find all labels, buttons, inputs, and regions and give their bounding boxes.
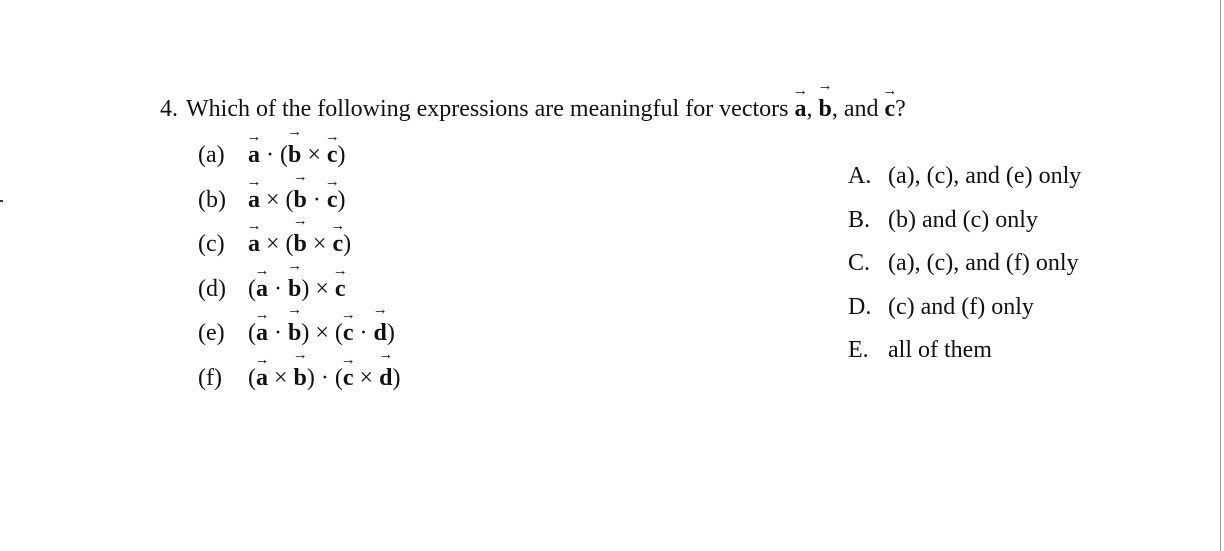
answer-text: (a), (c), and (e) only: [888, 163, 1082, 189]
question-comma: ,: [831, 96, 838, 122]
expression: (→ a · → b) × (→ c · → d): [248, 316, 395, 350]
expression-label: (f): [198, 364, 222, 391]
expression: → a × (→ b · → c): [248, 183, 346, 217]
answer-letter: E.: [848, 337, 869, 363]
vector-b: → b: [818, 97, 831, 121]
answer-choices: [848, 159, 1081, 377]
margin-mark: [0, 200, 3, 202]
question-and: and: [843, 96, 879, 122]
answer-choice[interactable]: [848, 290, 1081, 334]
question-number: 4.: [160, 96, 178, 122]
expression-label: (d): [198, 275, 226, 302]
expression: → a × (→ b × → c): [248, 227, 351, 261]
expression: (→ a × → b) · (→ c × → d): [248, 361, 400, 395]
expression-item: [198, 361, 400, 406]
question-comma: ,: [806, 96, 813, 122]
vector-c: → c: [885, 97, 896, 121]
question-mark: ?: [895, 96, 906, 122]
expression-label: (e): [198, 320, 225, 346]
answer-text: (c) and (f) only: [888, 293, 1034, 320]
expression-list: [198, 138, 400, 405]
answer-choice[interactable]: [848, 333, 1081, 377]
expression-label: (a): [198, 142, 225, 168]
question-stem: [160, 94, 906, 124]
answer-letter: C.: [848, 250, 871, 276]
answer-letter: D.: [848, 293, 872, 320]
question-prefix: Which of the following expressions are meaningful for vectors: [186, 96, 789, 122]
answer-letter: A.: [848, 163, 872, 189]
expression-label: (b): [198, 186, 226, 213]
answer-choice[interactable]: [848, 203, 1081, 247]
page-edge-line: [1220, 0, 1221, 551]
answer-letter: B.: [848, 206, 871, 233]
answer-text: (a), (c), and (f) only: [888, 250, 1079, 276]
answer-text: (b) and (c) only: [888, 206, 1038, 233]
expression: → a · (→ b × → c): [248, 138, 346, 172]
answer-choice[interactable]: [848, 159, 1081, 203]
answer-text: all of them: [888, 337, 992, 363]
answer-choice[interactable]: [848, 246, 1081, 290]
expression: (→ a · → b) × → c: [248, 272, 346, 306]
expression-label: (c): [198, 231, 225, 257]
vector-a: → a: [794, 97, 806, 121]
